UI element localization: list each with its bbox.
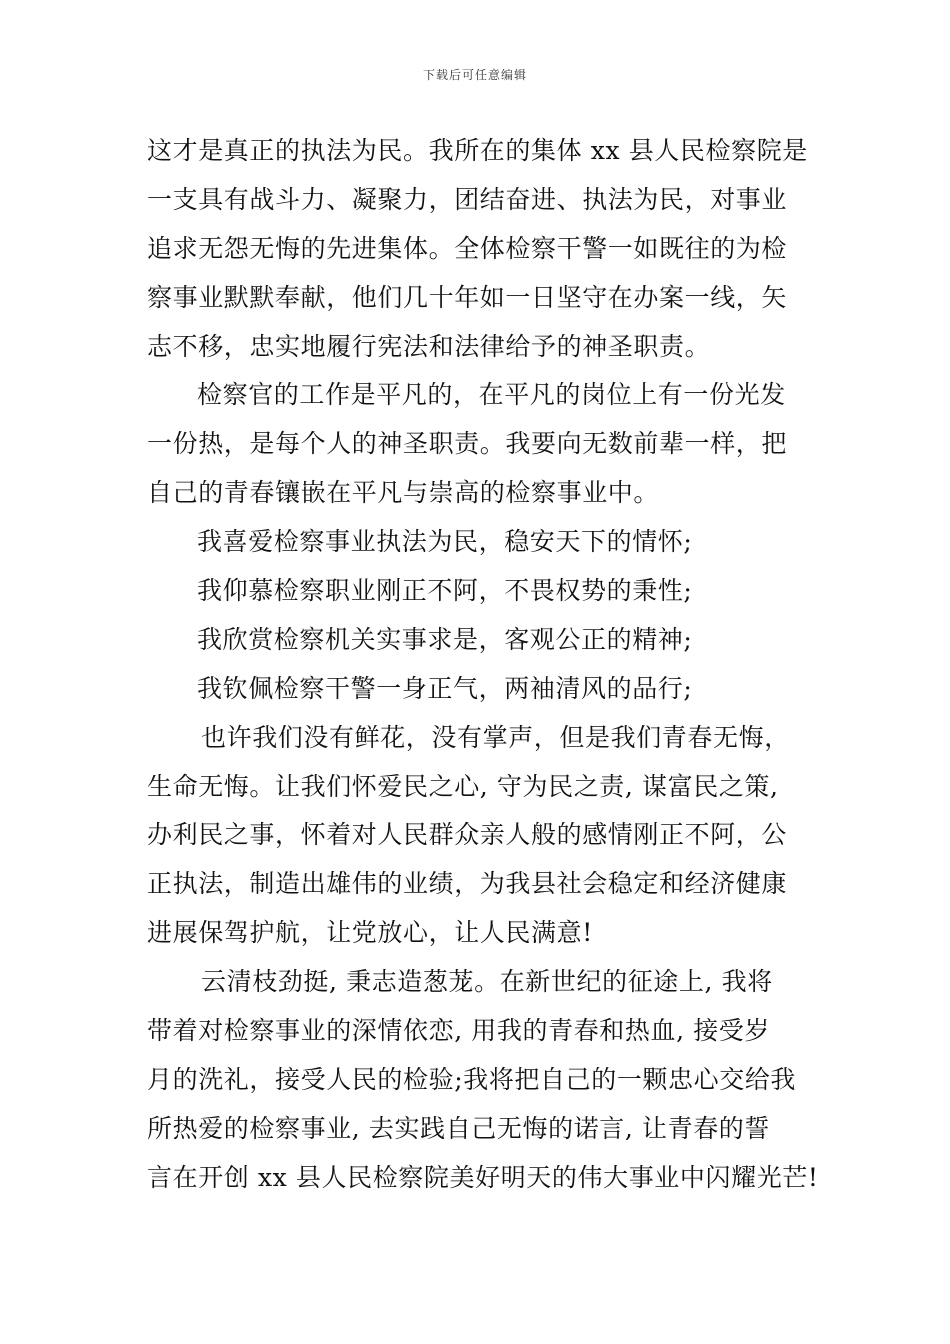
paragraph-first-line: 我钦佩检察干警一身正气，两袖清风的品行; bbox=[197, 673, 693, 703]
page-header: 下载后可任意编辑 bbox=[422, 68, 527, 82]
text-line: 察事业默默奉献，他们几十年如一日坚守在办案一线，矢 bbox=[147, 282, 788, 312]
paragraph-first-line: 也许我们没有鲜花，没有掌声，但是我们青春无悔， bbox=[201, 722, 790, 752]
paragraph-first-line: 我喜爱检察事业执法为民，稳安天下的情怀; bbox=[197, 527, 693, 557]
document-body bbox=[147, 127, 819, 1203]
text-line: 所热爱的检察事业, 去实践自己无悔的诺言, 让青春的誓 bbox=[147, 1113, 770, 1143]
paragraph-first-line: 检察官的工作是平凡的，在平凡的岗位上有一份光发 bbox=[197, 380, 786, 410]
paragraph-first-line: 我仰慕检察职业刚正不阿，不畏权势的秉性; bbox=[197, 576, 693, 606]
paragraph-first-line: 我欣赏检察机关实事求是，客观公正的精神; bbox=[197, 624, 693, 654]
text-line: 正执法，制造出雄伟的业绩，为我县社会稳定和经济健康 bbox=[147, 869, 788, 899]
text-line: 志不移，忠实地履行宪法和法律给予的神圣职责。 bbox=[147, 331, 711, 361]
text-line: 自己的青春镶嵌在平凡与崇高的检察事业中。 bbox=[147, 478, 660, 508]
text-line: 带着对检察事业的深情依恋, 用我的青春和热血, 接受岁 bbox=[147, 1016, 770, 1046]
text-line: 进展保驾护航，让党放心，让人民满意! bbox=[147, 918, 593, 948]
paragraph-first-line: 云清枝劲挺, 秉志造葱茏。在新世纪的征途上, 我将 bbox=[201, 967, 773, 997]
text-line: 一支具有战斗力、凝聚力，团结奋进、执法为民，对事业 bbox=[147, 184, 788, 214]
text-line: 这才是真正的执法为民。我所在的集体 xx 县人民检察院是 bbox=[147, 136, 808, 165]
text-line: 追求无怨无悔的先进集体。全体检察干警一如既往的为检 bbox=[147, 233, 788, 263]
text-line: 言在开创 xx 县人民检察院美好明天的伟大事业中闪耀光芒! bbox=[147, 1162, 819, 1192]
text-line: 月的洗礼，接受人民的检验;我将把自己的一颗忠心交给我 bbox=[147, 1064, 797, 1094]
text-line: 生命无悔。让我们怀爱民之心, 守为民之责, 谋富民之策, bbox=[147, 771, 779, 801]
text-line: 一份热，是每个人的神圣职责。我要向无数前辈一样，把 bbox=[147, 429, 788, 459]
text-line: 办利民之事，怀着对人民群众亲人般的感情刚正不阿，公 bbox=[147, 820, 788, 850]
